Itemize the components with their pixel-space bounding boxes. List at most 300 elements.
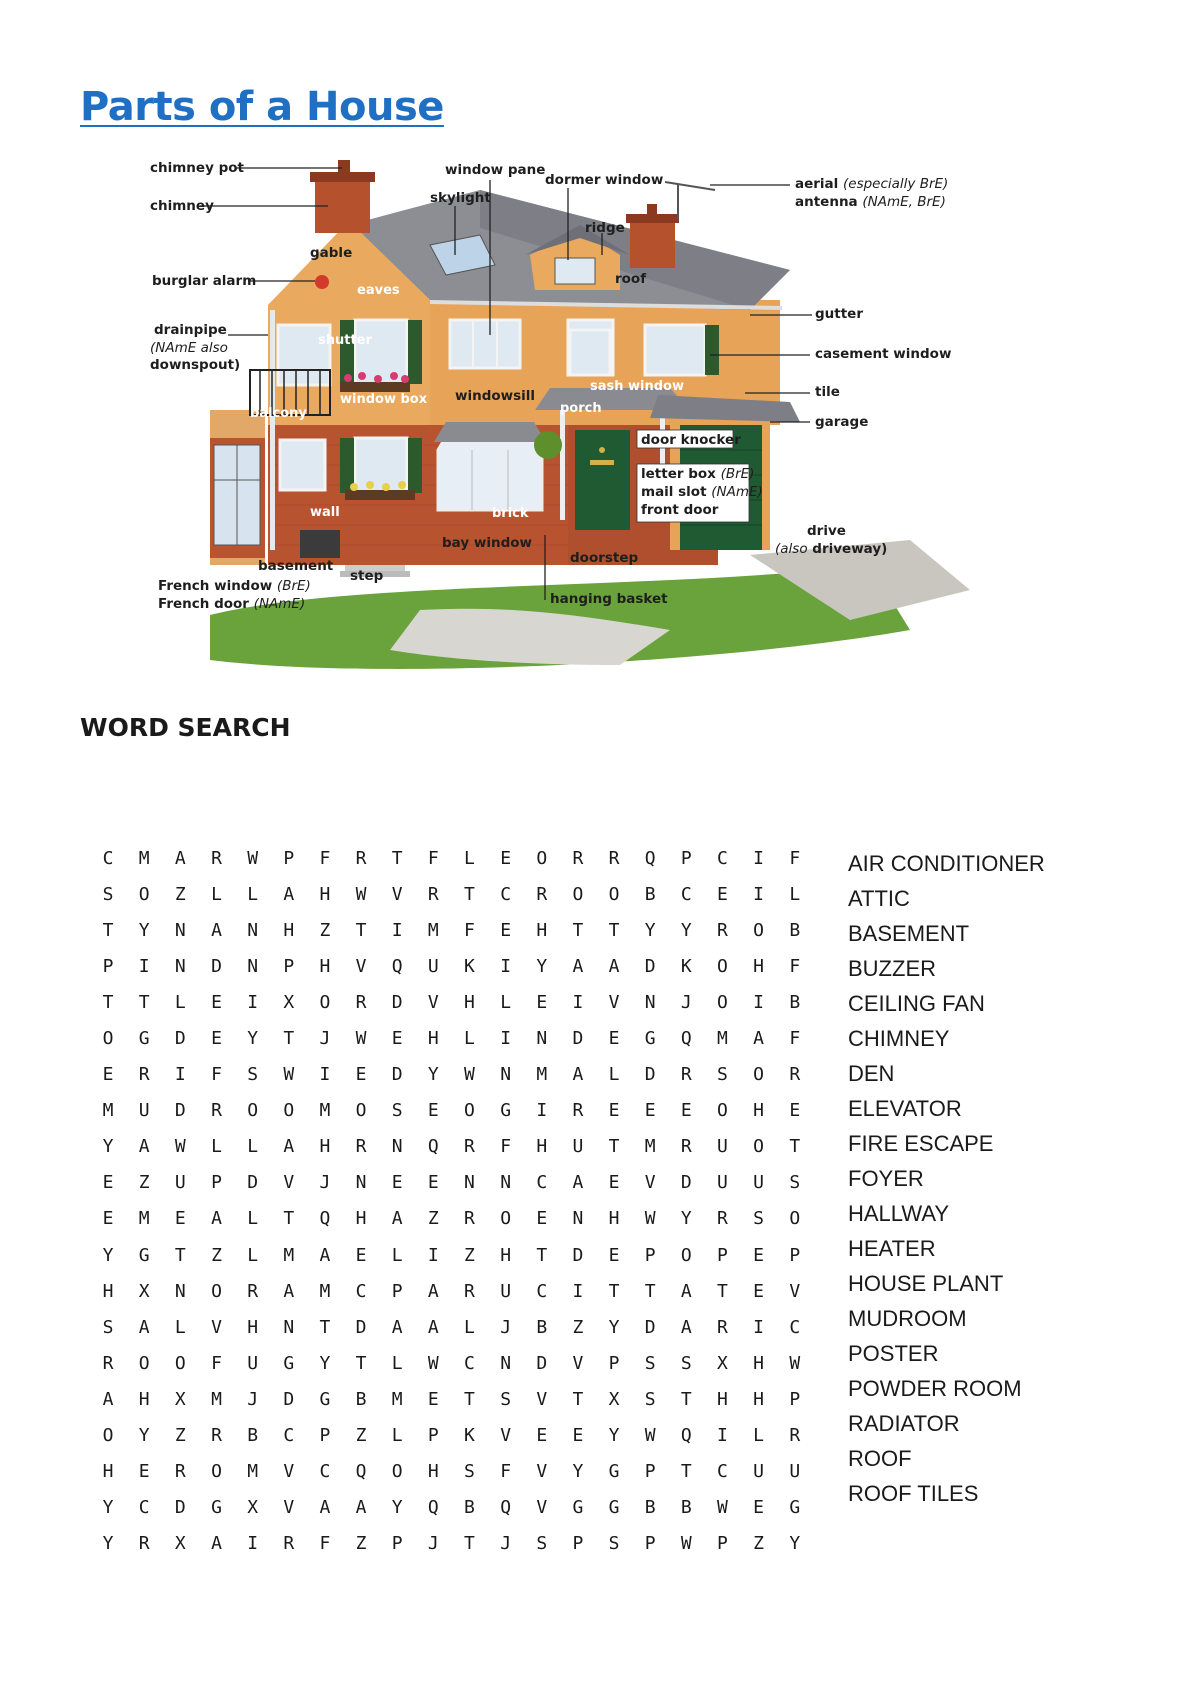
grid-letter: L bbox=[753, 1425, 765, 1447]
grid-letter: W bbox=[680, 1533, 692, 1555]
grid-letter: E bbox=[608, 1100, 620, 1122]
grid-letter: E bbox=[753, 1497, 765, 1519]
grid-letter: D bbox=[391, 1064, 403, 1086]
grid-letter: A bbox=[427, 1316, 439, 1338]
grid-letter: E bbox=[680, 1100, 692, 1122]
grid-letter: X bbox=[283, 991, 295, 1013]
grid-letter: D bbox=[572, 1244, 584, 1266]
grid-letter: V bbox=[789, 1280, 801, 1302]
grid-letter: J bbox=[500, 1316, 512, 1338]
grid-letter: D bbox=[536, 1352, 548, 1374]
grid-letter: T bbox=[789, 1136, 801, 1158]
grid-letter: W bbox=[247, 847, 259, 869]
grid-letter: E bbox=[102, 1208, 114, 1230]
grid-letter: D bbox=[355, 1316, 367, 1338]
grid-letter: B bbox=[355, 1388, 367, 1410]
grid-letter: Y bbox=[608, 1425, 620, 1447]
grid-letter: Y bbox=[319, 1352, 331, 1374]
grid-letter: H bbox=[102, 1280, 114, 1302]
grid-letter: A bbox=[680, 1280, 692, 1302]
word-list-item: HALLWAY bbox=[848, 1201, 950, 1226]
grid-letter: L bbox=[789, 883, 801, 905]
grid-letter: H bbox=[427, 1461, 439, 1483]
grid-letter: Y bbox=[608, 1316, 620, 1338]
grid-letter: P bbox=[319, 1425, 331, 1447]
grid-letter: V bbox=[283, 1172, 295, 1194]
grid-letter: E bbox=[391, 1028, 403, 1050]
grid-letter: I bbox=[536, 1100, 548, 1122]
grid-letter: P bbox=[608, 1352, 620, 1374]
grid-letter: C bbox=[717, 847, 728, 869]
grid-letter: E bbox=[753, 1280, 765, 1302]
grid-letter: I bbox=[247, 991, 259, 1013]
grid-letter: L bbox=[247, 1208, 259, 1230]
grid-letter: T bbox=[680, 1388, 692, 1410]
label-bay-window: bay window bbox=[442, 535, 532, 551]
grid-letter: Y bbox=[102, 1497, 114, 1519]
grid-letter: H bbox=[247, 1316, 259, 1338]
grid-letter: G bbox=[319, 1388, 331, 1410]
grid-letter: X bbox=[174, 1388, 186, 1410]
grid-letter: R bbox=[247, 1280, 259, 1302]
grid-row bbox=[90, 984, 813, 1020]
label-burglar-alarm: burglar alarm bbox=[152, 273, 257, 289]
grid-letter: V bbox=[355, 955, 367, 977]
grid-letter: W bbox=[644, 1208, 656, 1230]
grid-letter: A bbox=[572, 1172, 584, 1194]
grid-letter: T bbox=[608, 1280, 620, 1302]
grid-letter: E bbox=[500, 919, 512, 941]
grid-letter: F bbox=[500, 1136, 512, 1158]
grid-letter: P bbox=[283, 847, 295, 869]
grid-letter: L bbox=[608, 1064, 620, 1086]
word-list-item: ELEVATOR bbox=[848, 1096, 962, 1121]
grid-letter: Y bbox=[789, 1533, 801, 1555]
grid-letter: P bbox=[644, 1461, 656, 1483]
grid-letter: I bbox=[753, 1316, 765, 1338]
grid-letter: L bbox=[464, 1028, 475, 1050]
grid-row bbox=[90, 1093, 813, 1129]
grid-letter: V bbox=[500, 1425, 512, 1447]
grid-letter: M bbox=[211, 1388, 222, 1410]
grid-letter: Z bbox=[174, 1425, 186, 1447]
grid-letter: U bbox=[572, 1136, 584, 1158]
grid-letter: B bbox=[536, 1316, 548, 1338]
grid-letter: J bbox=[319, 1172, 331, 1194]
grid-letter: H bbox=[608, 1208, 620, 1230]
grid-letter: R bbox=[283, 1533, 295, 1555]
grid-letter: A bbox=[211, 1533, 222, 1555]
grid-letter: H bbox=[319, 883, 331, 905]
label-skylight: skylight bbox=[430, 190, 491, 206]
grid-letter: E bbox=[355, 1244, 367, 1266]
grid-letter: V bbox=[427, 991, 439, 1013]
grid-letter: P bbox=[427, 1425, 439, 1447]
grid-letter: I bbox=[572, 991, 584, 1013]
grid-letter: O bbox=[138, 883, 150, 905]
grid-letter: G bbox=[211, 1497, 222, 1519]
grid-letter: G bbox=[572, 1497, 584, 1519]
grid-letter: A bbox=[174, 847, 186, 869]
grid-letter: O bbox=[464, 1100, 475, 1122]
grid-letter: S bbox=[247, 1064, 259, 1086]
grid-letter: G bbox=[283, 1352, 295, 1374]
grid-letter: I bbox=[500, 955, 512, 977]
grid-letter: P bbox=[211, 1172, 222, 1194]
grid-letter: R bbox=[427, 883, 439, 905]
grid-row bbox=[90, 1057, 813, 1093]
grid-row bbox=[90, 1129, 813, 1165]
grid-row bbox=[90, 1309, 813, 1345]
grid-letter: V bbox=[572, 1352, 584, 1374]
grid-letter: I bbox=[319, 1064, 331, 1086]
grid-letter: L bbox=[391, 1244, 403, 1266]
grid-letter: O bbox=[500, 1208, 512, 1230]
grid-letter: R bbox=[138, 1533, 150, 1555]
grid-letter: A bbox=[572, 1064, 584, 1086]
grid-letter: A bbox=[608, 955, 620, 977]
grid-letter: J bbox=[500, 1533, 512, 1555]
grid-letter: H bbox=[536, 919, 548, 941]
grid-letter: U bbox=[717, 1172, 728, 1194]
grid-row bbox=[90, 1454, 813, 1490]
grid-letter: L bbox=[464, 847, 475, 869]
label-tile: tile bbox=[815, 384, 840, 400]
word-list-item: POWDER ROOM bbox=[848, 1376, 1022, 1401]
grid-letter: B bbox=[247, 1425, 259, 1447]
label-gutter: gutter bbox=[815, 306, 863, 322]
word-list-item: ROOF bbox=[848, 1446, 912, 1471]
grid-letter: L bbox=[391, 1352, 403, 1374]
grid-letter: U bbox=[500, 1280, 512, 1302]
label-doorstep: doorstep bbox=[570, 550, 639, 566]
grid-letter: S bbox=[536, 1533, 548, 1555]
grid-letter: Y bbox=[138, 919, 150, 941]
grid-letter: Q bbox=[355, 1461, 367, 1483]
word-list-item: AIR CONDITIONER bbox=[848, 851, 1045, 876]
grid-letter: O bbox=[283, 1100, 295, 1122]
grid-letter: Z bbox=[174, 883, 186, 905]
grid-letter: C bbox=[138, 1497, 150, 1519]
grid-letter: Z bbox=[211, 1244, 222, 1266]
grid-letter: T bbox=[283, 1028, 295, 1050]
label-mail-slot: mail slot (NAmE) bbox=[641, 484, 763, 500]
grid-letter: A bbox=[283, 1136, 295, 1158]
grid-letter: W bbox=[355, 1028, 367, 1050]
grid-letter: O bbox=[608, 883, 620, 905]
grid-letter: H bbox=[319, 955, 331, 977]
grid-letter: T bbox=[464, 1533, 475, 1555]
grid-letter: I bbox=[753, 883, 765, 905]
grid-letter: A bbox=[355, 1497, 367, 1519]
grid-letter: W bbox=[644, 1425, 656, 1447]
grid-letter: T bbox=[319, 1316, 331, 1338]
grid-letter: V bbox=[391, 883, 403, 905]
label-casement-window: casement window bbox=[815, 346, 952, 362]
grid-letter: T bbox=[391, 847, 403, 869]
grid-letter: F bbox=[789, 847, 801, 869]
grid-letter: O bbox=[319, 991, 331, 1013]
grid-letter: A bbox=[283, 1280, 295, 1302]
label-window-pane: window pane bbox=[445, 162, 546, 178]
grid-letter: A bbox=[572, 955, 584, 977]
grid-letter: T bbox=[608, 1136, 620, 1158]
label-roof: roof bbox=[615, 271, 647, 287]
grid-letter: R bbox=[789, 1425, 801, 1447]
grid-letter: Y bbox=[644, 919, 656, 941]
grid-letter: H bbox=[138, 1388, 150, 1410]
grid-letter: A bbox=[391, 1316, 403, 1338]
grid-letter: T bbox=[355, 919, 367, 941]
grid-letter: N bbox=[174, 1280, 186, 1302]
grid-letter: A bbox=[753, 1028, 765, 1050]
grid-letter: E bbox=[789, 1100, 801, 1122]
label-sash-window: sash window bbox=[590, 379, 684, 394]
grid-letter: M bbox=[102, 1100, 114, 1122]
grid-letter: S bbox=[102, 1316, 114, 1338]
grid-letter: M bbox=[138, 847, 150, 869]
grid-letter: M bbox=[247, 1461, 259, 1483]
grid-letter: V bbox=[536, 1497, 548, 1519]
grid-letter: F bbox=[500, 1461, 512, 1483]
grid-letter: X bbox=[247, 1497, 259, 1519]
grid-letter: O bbox=[102, 1028, 114, 1050]
grid-letter: Y bbox=[680, 919, 692, 941]
grid-letter: W bbox=[174, 1136, 186, 1158]
word-list-item: DEN bbox=[848, 1061, 895, 1086]
grid-letter: T bbox=[680, 1461, 692, 1483]
word-list-item: ATTIC bbox=[848, 886, 910, 911]
grid-letter: I bbox=[572, 1280, 584, 1302]
grid-letter: B bbox=[644, 1497, 656, 1519]
grid-letter: R bbox=[608, 847, 620, 869]
grid-letter: Y bbox=[102, 1244, 114, 1266]
grid-letter: Z bbox=[138, 1172, 150, 1194]
word-list-item: BUZZER bbox=[848, 956, 936, 981]
label-chimney-pot: chimney pot bbox=[150, 160, 244, 176]
grid-letter: P bbox=[789, 1244, 801, 1266]
grid-letter: C bbox=[355, 1280, 367, 1302]
grid-letter: T bbox=[464, 883, 475, 905]
grid-letter: W bbox=[427, 1352, 439, 1374]
grid-letter: B bbox=[644, 883, 656, 905]
grid-letter: S bbox=[789, 1172, 801, 1194]
grid-letter: T bbox=[138, 991, 150, 1013]
grid-letter: O bbox=[536, 847, 548, 869]
grid-letter: Q bbox=[319, 1208, 331, 1230]
grid-letter: Q bbox=[391, 955, 403, 977]
grid-letter: L bbox=[464, 1316, 475, 1338]
word-list-item: BASEMENT bbox=[848, 921, 970, 946]
grid-letter: J bbox=[247, 1388, 259, 1410]
grid-letter: T bbox=[355, 1352, 367, 1374]
grid-letter: N bbox=[283, 1316, 295, 1338]
grid-letter: M bbox=[319, 1100, 331, 1122]
grid-letter: R bbox=[680, 1136, 692, 1158]
grid-letter: W bbox=[283, 1064, 295, 1086]
grid-letter: P bbox=[391, 1280, 403, 1302]
grid-letter: V bbox=[644, 1172, 656, 1194]
label-balcony: balcony bbox=[250, 406, 307, 421]
grid-letter: U bbox=[174, 1172, 186, 1194]
grid-letter: R bbox=[355, 1136, 367, 1158]
grid-letter: N bbox=[536, 1028, 548, 1050]
grid-letter: B bbox=[680, 1497, 692, 1519]
grid-letter: E bbox=[138, 1461, 150, 1483]
grid-row bbox=[90, 948, 813, 984]
grid-letter: U bbox=[247, 1352, 259, 1374]
grid-letter: O bbox=[102, 1425, 114, 1447]
grid-letter: T bbox=[283, 1208, 295, 1230]
grid-row bbox=[90, 840, 813, 876]
label-basement: basement bbox=[258, 558, 334, 574]
grid-letter: Y bbox=[247, 1028, 259, 1050]
grid-letter: S bbox=[391, 1100, 403, 1122]
grid-row bbox=[90, 1020, 813, 1056]
label-letter-box: letter box (BrE) bbox=[641, 466, 755, 482]
grid-letter: A bbox=[319, 1497, 331, 1519]
grid-row bbox=[90, 1165, 813, 1201]
grid-letter: Y bbox=[391, 1497, 403, 1519]
grid-letter: H bbox=[753, 1352, 765, 1374]
word-list-item: POSTER bbox=[848, 1341, 939, 1366]
grid-letter: F bbox=[211, 1352, 222, 1374]
word-list-item: CHIMNEY bbox=[848, 1026, 950, 1051]
grid-letter: A bbox=[102, 1388, 114, 1410]
grid-letter: N bbox=[247, 919, 259, 941]
label-french-door: French door (NAmE) bbox=[158, 596, 306, 612]
grid-letter: R bbox=[211, 1100, 222, 1122]
grid-letter: R bbox=[572, 847, 584, 869]
grid-letter: H bbox=[500, 1244, 512, 1266]
grid-letter: Y bbox=[572, 1461, 584, 1483]
grid-letter: M bbox=[319, 1280, 331, 1302]
grid-letter: N bbox=[174, 955, 186, 977]
grid-letter: L bbox=[174, 991, 186, 1013]
grid-letter: I bbox=[500, 1028, 512, 1050]
grid-letter: Q bbox=[427, 1497, 439, 1519]
grid-row bbox=[90, 1237, 813, 1273]
grid-letter: L bbox=[174, 1316, 186, 1338]
grid-letter: Z bbox=[464, 1244, 475, 1266]
grid-letter: L bbox=[247, 1244, 259, 1266]
label-front-door: front door bbox=[641, 502, 719, 518]
label-chimney: chimney bbox=[150, 198, 214, 214]
grid-letter: L bbox=[500, 991, 512, 1013]
grid-letter: G bbox=[608, 1497, 620, 1519]
grid-letter: O bbox=[717, 955, 728, 977]
grid-letter: P bbox=[102, 955, 114, 977]
label-window-box: window box bbox=[340, 392, 428, 407]
grid-letter: G bbox=[138, 1244, 150, 1266]
word-list-item: RADIATOR bbox=[848, 1411, 960, 1436]
grid-letter: A bbox=[427, 1280, 439, 1302]
grid-letter: R bbox=[464, 1280, 475, 1302]
grid-letter: S bbox=[644, 1352, 656, 1374]
grid-letter: C bbox=[717, 1461, 728, 1483]
grid-row bbox=[90, 912, 813, 948]
grid-letter: H bbox=[464, 991, 475, 1013]
grid-letter: Z bbox=[753, 1533, 765, 1555]
grid-letter: D bbox=[391, 991, 403, 1013]
grid-letter: E bbox=[427, 1388, 439, 1410]
word-list-item: CEILING FAN bbox=[848, 991, 985, 1016]
grid-letter: P bbox=[391, 1533, 403, 1555]
grid-row bbox=[90, 1381, 813, 1417]
grid-letter: M bbox=[138, 1208, 150, 1230]
label-porch: porch bbox=[560, 401, 602, 416]
house-diagram bbox=[150, 160, 1050, 680]
grid-letter: D bbox=[572, 1028, 584, 1050]
grid-letter: A bbox=[391, 1208, 403, 1230]
grid-letter: V bbox=[536, 1461, 548, 1483]
grid-letter: E bbox=[717, 883, 728, 905]
label-windowsill: windowsill bbox=[455, 388, 536, 404]
grid-letter: F bbox=[319, 847, 331, 869]
grid-letter: H bbox=[536, 1136, 548, 1158]
grid-letter: L bbox=[247, 883, 259, 905]
grid-letter: V bbox=[211, 1316, 222, 1338]
grid-row bbox=[90, 876, 813, 912]
page-title: Parts of a House bbox=[80, 84, 444, 130]
grid-letter: H bbox=[102, 1461, 114, 1483]
grid-letter: C bbox=[536, 1172, 548, 1194]
label-drainpipe-note-2: downspout) bbox=[150, 357, 241, 373]
grid-letter: N bbox=[391, 1136, 403, 1158]
grid-letter: W bbox=[355, 883, 367, 905]
grid-letter: N bbox=[644, 991, 656, 1013]
grid-letter: J bbox=[427, 1533, 439, 1555]
grid-letter: R bbox=[717, 1316, 728, 1338]
grid-letter: B bbox=[464, 1497, 475, 1519]
grid-letter: O bbox=[247, 1100, 259, 1122]
grid-letter: E bbox=[211, 1028, 222, 1050]
grid-letter: R bbox=[789, 1064, 801, 1086]
grid-letter: H bbox=[283, 919, 295, 941]
grid-letter: F bbox=[211, 1064, 222, 1086]
grid-letter: S bbox=[464, 1461, 475, 1483]
grid-letter: C bbox=[789, 1316, 801, 1338]
grid-letter: P bbox=[644, 1244, 656, 1266]
grid-letter: R bbox=[211, 847, 222, 869]
grid-letter: W bbox=[789, 1352, 801, 1374]
grid-letter: M bbox=[536, 1064, 548, 1086]
grid-letter: Y bbox=[102, 1136, 114, 1158]
grid-letter: E bbox=[536, 1425, 548, 1447]
grid-letter: V bbox=[283, 1497, 295, 1519]
grid-letter: R bbox=[174, 1461, 186, 1483]
grid-letter: U bbox=[427, 955, 439, 977]
grid-letter: M bbox=[717, 1028, 728, 1050]
grid-letter: X bbox=[717, 1352, 728, 1374]
grid-letter: F bbox=[789, 1028, 801, 1050]
grid-letter: N bbox=[247, 955, 259, 977]
grid-letter: Q bbox=[680, 1028, 692, 1050]
grid-letter: F bbox=[464, 919, 475, 941]
grid-letter: E bbox=[391, 1172, 403, 1194]
grid-letter: Y bbox=[680, 1208, 692, 1230]
grid-letter: G bbox=[789, 1497, 801, 1519]
grid-letter: C bbox=[319, 1461, 331, 1483]
grid-letter: A bbox=[211, 1208, 222, 1230]
grid-letter: P bbox=[283, 955, 295, 977]
grid-letter: D bbox=[247, 1172, 259, 1194]
grid-letter: F bbox=[319, 1533, 331, 1555]
grid-letter: E bbox=[211, 991, 222, 1013]
label-gable: gable bbox=[310, 245, 353, 261]
grid-letter: K bbox=[680, 955, 692, 977]
grid-letter: O bbox=[717, 1100, 728, 1122]
